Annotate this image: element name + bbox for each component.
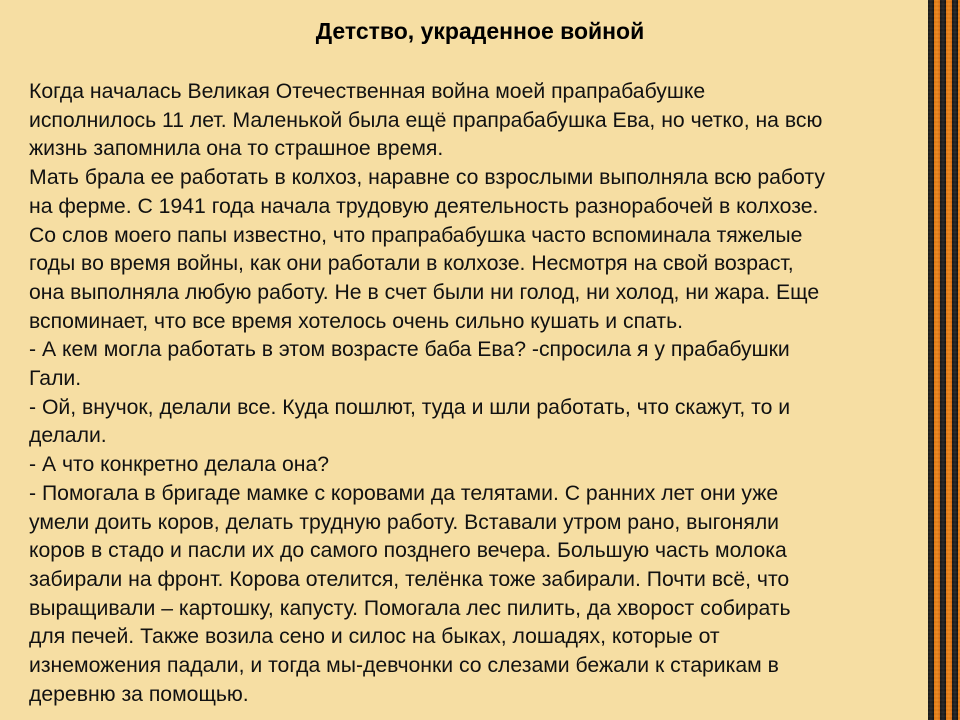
body-line: забирали на фронт. Корова отелится, телёнка тоже забирали. Почти всё, что <box>29 567 790 591</box>
body-line: на ферме. С 1941 года начала трудовую деятельность разнорабочей в колхозе. <box>29 194 819 218</box>
body-line: делали. <box>29 424 107 448</box>
slide-title: Детство, украденное войной <box>315 18 645 44</box>
body-line: вспоминает, что все время хотелось очень сильно кушать и спать. <box>29 309 684 333</box>
body-line: - А кем могла работать в этом возрасте баба Ева? -спросила я у прабабушки <box>29 338 790 362</box>
body-line: исполнилось 11 лет. Маленькой была ещё прапрабабушка Ева, но четко, на всю <box>29 108 823 132</box>
body-line: умели доить коров, делать трудную работу. Вставали утром рано, выгоняли <box>29 510 780 534</box>
body-line: - Помогала в бригаде мамке с коровами да телятами. С ранних лет они уже <box>29 481 779 505</box>
st-george-ribbon-texture <box>928 0 960 720</box>
slide-body-text <box>29 78 929 709</box>
body-line: она выполняла любую работу. Не в счет были ни голод, ни холод, ни жара. Еще <box>29 280 820 304</box>
body-line: Мать брала ее работать в колхоз, наравне со взрослыми выполняла всю работу <box>29 166 825 190</box>
body-line: Когда началась Великая Отечественная война моей прапрабабушке <box>29 80 706 103</box>
body-line: жизнь запомнила она то страшное время. <box>29 137 444 161</box>
body-line: - Ой, внучок, делали все. Куда пошлют, туда и шли работать, что скажут, то и <box>29 395 791 419</box>
body-line: выращивали – картошку, капусту. Помогала лес пилить, да хворост собирать <box>29 596 791 620</box>
body-line: коров в стадо и пасли их до самого позднего вечера. Большую часть молока <box>29 539 787 563</box>
body-line: изнеможения падали, и тогда мы-девчонки со слезами бежали к старикам в <box>29 654 779 678</box>
body-line: деревню за помощью. <box>29 682 249 706</box>
body-line: - А что конкретно делала она? <box>29 453 330 477</box>
body-line: для печей. Также возила сено и силос на быках, лошадях, которые от <box>29 625 720 649</box>
body-line: Гали. <box>29 367 82 391</box>
body-line: годы во время войны, как они работали в колхозе. Несмотря на свой возраст, <box>29 252 794 276</box>
body-line: Со слов моего папы известно, что прапрабабушка часто вспоминала тяжелые <box>29 223 803 247</box>
